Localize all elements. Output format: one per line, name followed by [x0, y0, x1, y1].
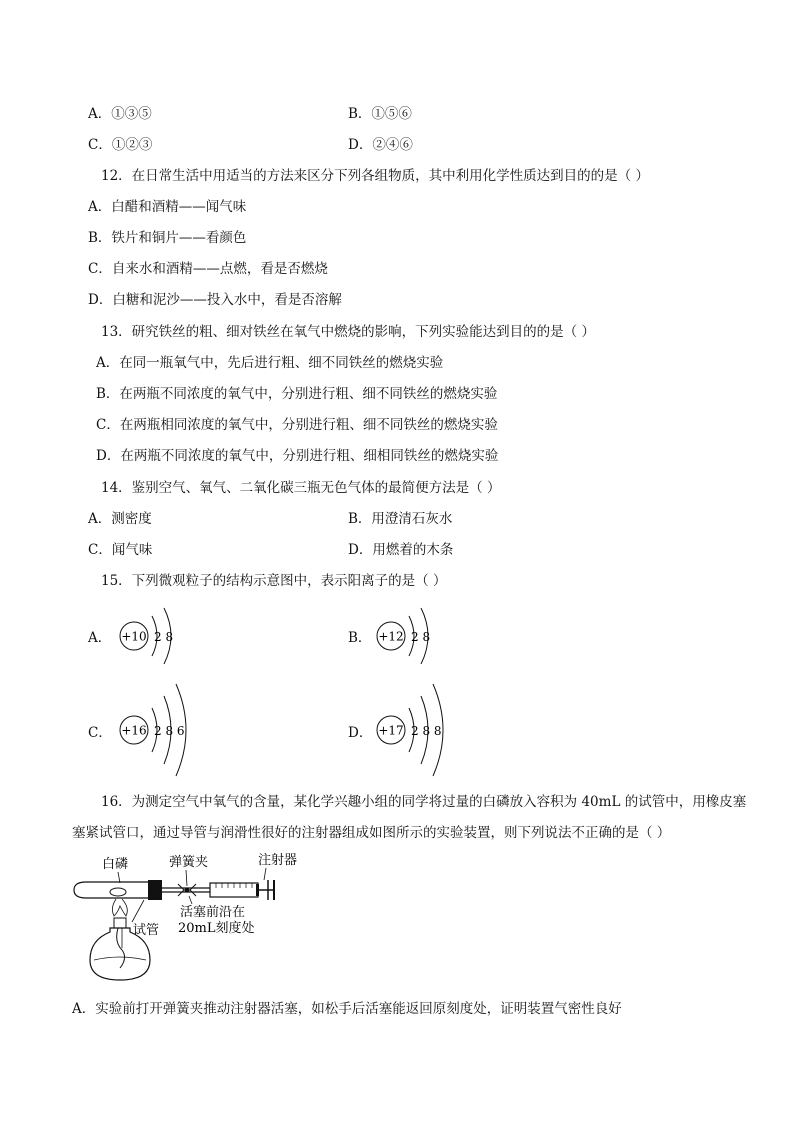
spring-clip-label: 弹簧夹 [169, 855, 209, 870]
test-tube-label: 试管 [133, 923, 160, 938]
q11-option-d: D．②④⑥ [348, 137, 413, 153]
nucleus-charge: +17 [378, 723, 404, 738]
atom-diagram-d [371, 680, 461, 780]
syringe-label: 注射器 [258, 853, 298, 868]
q13-option-a: A．在同一瓶氧气中，先后进行粗、细不同铁丝的燃烧实验 [96, 355, 444, 371]
q16-option-a: A．实验前打开弹簧夹推动注射器活塞，如松手后活塞能返回原刻度处，证明装置气密性良好 [72, 1001, 622, 1017]
nucleus-charge: +10 [121, 629, 147, 644]
q12-option-a: A．白醋和酒精——闻气味 [88, 199, 247, 215]
electron-counts: 2 8 [154, 630, 174, 644]
atom-diagram-b [371, 600, 451, 672]
rubber-stopper [148, 880, 162, 900]
q13-option-d: D．在两瓶不同浓度的氧气中，分别进行粗、细相同铁丝的燃烧实验 [96, 448, 499, 464]
atom-diagram-a [114, 600, 194, 672]
q14-option-b: B．用澄清石灰水 [348, 511, 453, 527]
atom-diagram-c [114, 680, 204, 780]
q13-stem: 13．研究铁丝的粗、细对铁丝在氧气中燃烧的影响，下列实验能达到目的的是（ ） [101, 324, 595, 340]
q11-option-b: B．①⑤⑥ [348, 106, 412, 122]
phosphorus-lump [110, 888, 126, 896]
q14-option-c: C．闻气味 [88, 542, 153, 558]
q12-stem: 12．在日常生活中用适当的方法来区分下列各组物质，其中利用化学性质达到目的的是（ ） [101, 168, 649, 184]
nucleus-charge: +12 [378, 629, 404, 644]
flame [112, 899, 127, 916]
leader-line [189, 896, 192, 904]
leader-line [132, 900, 144, 922]
piston-note-line-1: 活塞前沿在 [180, 905, 246, 920]
q15-option-b-label: B． [348, 630, 372, 646]
apparatus-diagram [70, 850, 310, 990]
q16-stem-line-1: 16．为测定空气中氧气的含量，某化学兴趣小组的同学将过量的白磷放入容积为 40mL 的试管中，用橡皮塞 [101, 794, 747, 810]
q14-option-a: A．测密度 [88, 511, 152, 527]
leader-line [186, 870, 187, 886]
q12-option-b: B．铁片和铜片——看颜色 [88, 230, 247, 246]
electron-counts: 2 8 8 [411, 724, 442, 738]
q15-option-d-label: D． [348, 725, 373, 741]
lamp-wick-holder [114, 918, 126, 928]
leader-line [264, 868, 266, 880]
nucleus-charge: +16 [121, 723, 147, 738]
electron-counts: 2 8 6 [154, 724, 185, 738]
q14-option-d: D．用燃着的木条 [348, 542, 454, 558]
q11-option-c: C．①②③ [88, 137, 153, 153]
q15-stem: 15．下列微观粒子的结构示意图中，表示阳离子的是（ ） [101, 573, 447, 589]
q16-stem-line-2: 塞紧试管口，通过导管与润滑性很好的注射器组成如图所示的实验装置，则下列说法不正确的是（ ） [72, 825, 671, 841]
leader-line [118, 872, 120, 883]
q15-option-a-label: A． [88, 630, 112, 646]
q13-option-b: B．在两瓶不同浓度的氧气中，分别进行粗、细不同铁丝的燃烧实验 [96, 386, 498, 402]
q14-stem: 14．鉴别空气、氧气、二氧化碳三瓶无色气体的最简便方法是（ ） [101, 480, 501, 496]
q11-option-a: A．①③⑤ [88, 106, 152, 122]
q15-option-c-label: C． [88, 725, 112, 741]
electron-counts: 2 8 [411, 630, 431, 644]
white-phosphorus-label: 白磷 [102, 857, 129, 872]
q12-option-c: C．自来水和酒精——点燃，看是否燃烧 [88, 261, 328, 277]
q12-option-d: D．白糖和泥沙——投入水中，看是否溶解 [88, 292, 342, 308]
q13-option-c: C．在两瓶相同浓度的氧气中，分别进行粗、细不同铁丝的燃烧实验 [96, 417, 498, 433]
piston-note-line-2: 20mL刻度处 [178, 921, 255, 936]
